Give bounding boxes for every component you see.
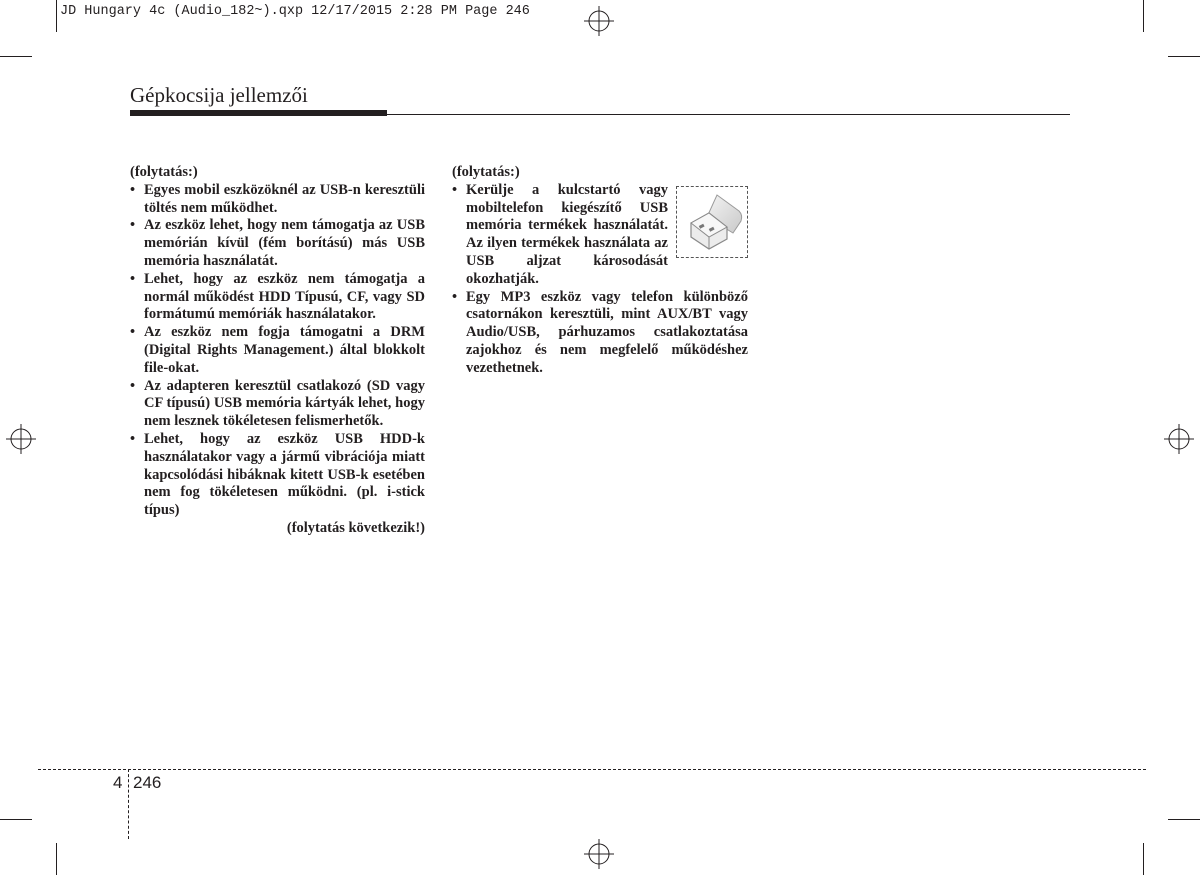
crop-mark-top-right-v: [1143, 0, 1144, 32]
right-column: [452, 164, 748, 378]
right-bullet-list: [452, 182, 748, 378]
crop-mark-top-left-v: [56, 0, 57, 32]
crop-mark-bottom-left-h: [0, 819, 32, 820]
left-column: [130, 164, 425, 538]
list-item: • Lehet, hogy az eszköz nem támogatja a normál működést HDD Típusú, CF, vagy SD formátumú memóriák használatakor.: [130, 271, 425, 324]
usb-stick-icon: [676, 186, 748, 258]
crop-mark-bottom-right-v: [1143, 843, 1144, 875]
list-item: • Egyes mobil eszközöknél az USB-n keresztüli töltés nem működhet.: [130, 182, 425, 218]
footer-dashed-line: [38, 769, 1146, 770]
footer-vertical-dashed-line: [128, 769, 129, 839]
page-title: Gépkocsija jellemzői: [130, 83, 308, 107]
crop-mark-bottom-right-h: [1168, 819, 1200, 820]
crop-mark-bottom-left-v: [56, 843, 57, 875]
list-item: • Lehet, hogy az eszköz USB HDD-k használatakor vagy a jármű vibrációja miatt kapcsolódási hibáknak kitett USB-k esetében nem fog tökéletesen működni. (pl. i-stick típus): [130, 431, 425, 520]
crop-mark-top-left-h: [0, 56, 32, 57]
list-item: • Az adapteren keresztül csatlakozó (SD vagy CF típusú) USB memória kártyák lehet, hogy nem lesznek tökéletesen felismerhetők.: [130, 378, 425, 431]
page-number: 246: [133, 773, 162, 792]
registration-mark-left-icon: [6, 424, 36, 454]
continues-next-label: (folytatás következik!): [286, 519, 425, 536]
registration-mark-right-icon: [1164, 424, 1194, 454]
list-item: [452, 182, 748, 289]
list-item: • Az eszköz nem fogja támogatni a DRM (Digital Rights Management.) által blokkolt file-okat.: [130, 324, 425, 377]
crop-mark-top-right-h: [1168, 56, 1200, 57]
print-header: JD Hungary 4c (Audio_182~).qxp 12/17/2015 2:28 PM Page 246: [60, 4, 530, 19]
chapter-number: 4: [113, 773, 123, 792]
registration-mark-bottom-icon: [584, 839, 614, 869]
title-rule-thin: [130, 114, 1070, 115]
list-item-text: Kerülje a kulcstartó vagy mobiltelefon kiegészítő USB memória termékek használatát. Az ilyen termékek használata az USB aljzat károsodását okozhatják.: [466, 181, 668, 287]
continued-label: (folytatás:): [130, 164, 198, 180]
list-item: • Az eszköz lehet, hogy nem támogatja az USB memórián kívül (fém borítású) más USB memória használatát.: [130, 217, 425, 270]
left-bullet-list: [130, 182, 425, 520]
registration-mark-top-icon: [584, 6, 614, 36]
list-item: • Egy MP3 eszköz vagy telefon különböző csatornákon keresztüli, mint AUX/BT vagy Audio/USB, párhuzamos csatlakoztatása zajokhoz és nem megfelelő működéshez vezethetnek.: [452, 289, 748, 378]
continued-label: (folytatás:): [452, 164, 520, 180]
title-rule-thick: [130, 110, 387, 116]
